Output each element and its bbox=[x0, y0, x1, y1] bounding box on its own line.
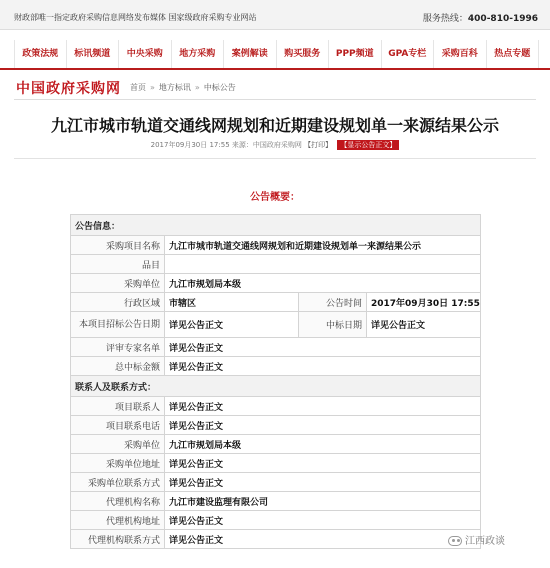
breadcrumb bbox=[130, 82, 236, 93]
main-nav bbox=[0, 40, 550, 70]
field-label: 代理机构名称 bbox=[71, 492, 165, 511]
field-label: 采购单位 bbox=[71, 435, 165, 454]
field-label: 项目联系电话 bbox=[71, 416, 165, 435]
table-row bbox=[71, 357, 481, 376]
field-label: 本项目招标公告日期 bbox=[71, 312, 165, 338]
experts-value: 详见公告正文 bbox=[165, 338, 481, 357]
field-label: 中标日期 bbox=[299, 312, 367, 338]
nav-item-encyclopedia[interactable]: 采购百科 bbox=[434, 40, 487, 68]
agency-name-value: 九江市建设监理有限公司 bbox=[165, 492, 481, 511]
table-row bbox=[71, 473, 481, 492]
wechat-icon bbox=[448, 536, 462, 546]
breadcrumb-separator: » bbox=[194, 83, 200, 92]
site-tagline: 财政部唯一指定政府采购信息网络发布媒体 国家级政府采购专业网站 bbox=[14, 13, 257, 22]
agency-contact-value: 详见公告正文 bbox=[165, 530, 481, 549]
nav-item-gpa[interactable]: GPA专栏 bbox=[382, 40, 435, 68]
divider bbox=[14, 99, 536, 100]
award-date-value: 详见公告正文 bbox=[367, 312, 481, 338]
bid-date-value: 详见公告正文 bbox=[165, 312, 299, 338]
table-row bbox=[71, 492, 481, 511]
nav-item-policy[interactable]: 政策法规 bbox=[14, 40, 67, 68]
item-value bbox=[165, 255, 481, 274]
section-contacts: 联系人及联系方式： bbox=[71, 376, 481, 397]
table-row bbox=[71, 530, 481, 549]
nav-item-topics[interactable]: 热点专题 bbox=[487, 40, 540, 68]
hotline-label: 服务热线： bbox=[422, 14, 468, 24]
field-label: 品目 bbox=[71, 255, 165, 274]
show-body-button[interactable]: 【显示公告正文】 bbox=[337, 140, 399, 150]
table-row bbox=[71, 255, 481, 274]
field-label: 评审专家名单 bbox=[71, 338, 165, 357]
table-row bbox=[71, 312, 481, 338]
field-label: 公告时间 bbox=[299, 293, 367, 312]
region-value: 市辖区 bbox=[165, 293, 299, 312]
breadcrumb-local-bids[interactable]: 地方标讯 bbox=[158, 83, 191, 92]
nav-item-cases[interactable]: 案例解读 bbox=[224, 40, 277, 68]
nav-item-services[interactable]: 购买服务 bbox=[277, 40, 330, 68]
service-hotline bbox=[423, 11, 538, 24]
top-bar bbox=[0, 0, 550, 30]
divider bbox=[14, 158, 536, 159]
field-label: 代理机构地址 bbox=[71, 511, 165, 530]
breadcrumb-award-notice[interactable]: 中标公告 bbox=[203, 83, 236, 92]
table-row bbox=[71, 435, 481, 454]
article-source: 来源：中国政府采购网 bbox=[231, 141, 302, 149]
article-date: 2017年09月30日 17:55 bbox=[150, 141, 230, 149]
nav-item-bid-channel[interactable]: 标讯频道 bbox=[67, 40, 120, 68]
field-label: 采购单位地址 bbox=[71, 454, 165, 473]
table-row bbox=[71, 236, 481, 255]
field-label: 代理机构联系方式 bbox=[71, 530, 165, 549]
announcement-table bbox=[70, 214, 481, 549]
purchaser-contact-value: 详见公告正文 bbox=[165, 473, 481, 492]
field-label: 总中标金额 bbox=[71, 357, 165, 376]
field-label: 行政区域 bbox=[71, 293, 165, 312]
table-row bbox=[71, 274, 481, 293]
contact-value: 详见公告正文 bbox=[165, 397, 481, 416]
nav-item-local[interactable]: 地方采购 bbox=[172, 40, 225, 68]
purchaser-address-value: 详见公告正文 bbox=[165, 454, 481, 473]
table-row bbox=[71, 338, 481, 357]
table-row bbox=[71, 293, 481, 312]
amount-value: 详见公告正文 bbox=[165, 357, 481, 376]
table-row bbox=[71, 511, 481, 530]
table-row bbox=[71, 397, 481, 416]
field-label: 项目联系人 bbox=[71, 397, 165, 416]
breadcrumb-separator: » bbox=[150, 83, 155, 92]
phone-value: 详见公告正文 bbox=[165, 416, 481, 435]
agency-address-value: 详见公告正文 bbox=[165, 511, 481, 530]
project-name-value: 九江市城市轨道交通线网规划和近期建设规划单一来源结果公示 bbox=[165, 236, 481, 255]
field-label: 采购单位联系方式 bbox=[71, 473, 165, 492]
breadcrumb-home[interactable]: 首页 bbox=[130, 83, 146, 92]
purchaser-value: 九江市规划局本级 bbox=[165, 274, 481, 293]
nav-item-ppp[interactable]: PPP频道 bbox=[329, 40, 382, 68]
section-announcement-info: 公告信息： bbox=[71, 215, 481, 236]
site-logo[interactable]: 中国政府采购网 bbox=[16, 81, 121, 97]
overview-heading: 公告概要： bbox=[250, 192, 300, 203]
watermark bbox=[448, 532, 505, 547]
watermark-text: 江西政谈 bbox=[465, 536, 505, 547]
hotline-number: 400-810-1996 bbox=[467, 14, 538, 24]
purchaser-unit-value: 九江市规划局本级 bbox=[165, 435, 481, 454]
print-link[interactable]: 【打印】 bbox=[304, 141, 333, 149]
field-label: 采购项目名称 bbox=[71, 236, 165, 255]
table-row bbox=[71, 416, 481, 435]
field-label: 采购单位 bbox=[71, 274, 165, 293]
page-title: 九江市城市轨道交通线网规划和近期建设规划单一来源结果公示 bbox=[50, 116, 499, 135]
nav-item-central[interactable]: 中央采购 bbox=[119, 40, 172, 68]
article-meta bbox=[0, 140, 550, 150]
announce-time-value: 2017年09月30日 17:55 bbox=[367, 293, 481, 312]
table-row bbox=[71, 454, 481, 473]
